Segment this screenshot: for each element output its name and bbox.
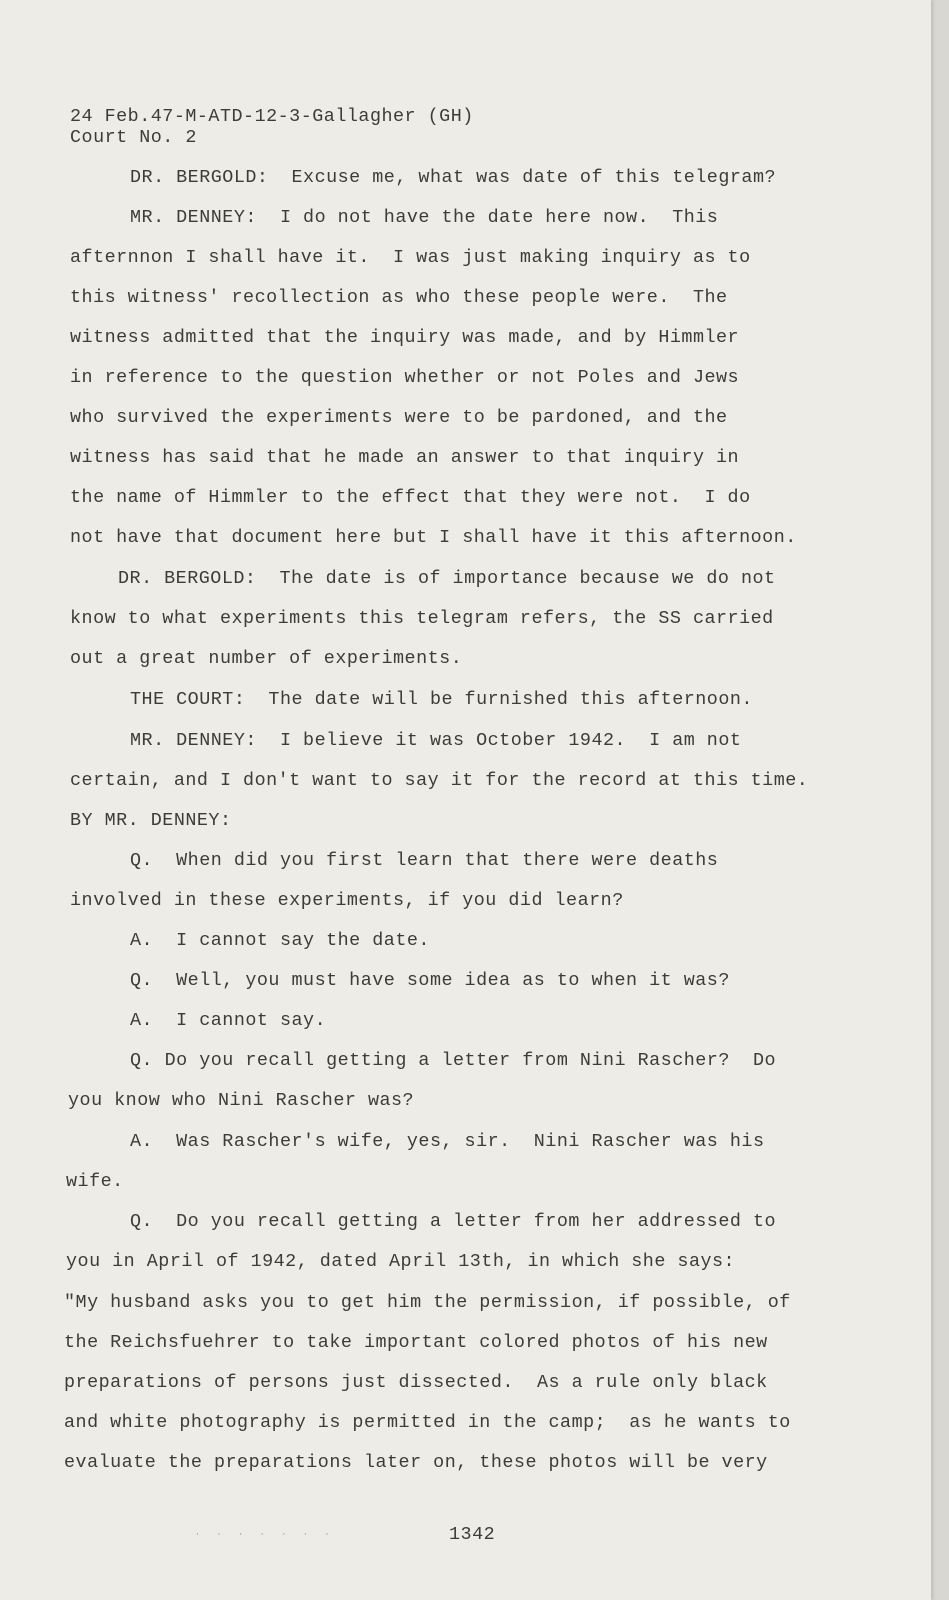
header-line: 24 Feb.47-M-ATD-12-3-Gallagher (GH) [70,106,474,127]
text-line: not have that document here but I shall have it this afternoon. [70,527,797,548]
text-line: wife. [66,1171,124,1192]
text-line: A. Was Rascher's wife, yes, sir. Nini Rascher was his [130,1131,765,1152]
text-line: witness admitted that the inquiry was made, and by Himmler [70,327,740,348]
text-line: you know who Nini Rascher was? [68,1090,415,1111]
paper-specks-decoration: · · · · · · · [195,1530,336,1539]
text-line: DR. BERGOLD: Excuse me, what was date of this telegram? [130,167,777,188]
page-number: 1342 [449,1524,496,1545]
text-line: Q. Do you recall getting a letter from her addressed to [130,1211,777,1232]
text-line: the Reichsfuehrer to take important colored photos of his new [64,1332,768,1353]
header-line: Court No. 2 [70,127,197,148]
text-line: certain, and I don't want to say it for the record at this time. [70,770,809,791]
text-line: in reference to the question whether or not Poles and Jews [70,367,740,388]
text-line: "My husband asks you to get him the permission, if possible, of [64,1292,791,1313]
text-line: who survived the experiments were to be pardoned, and the [70,407,728,428]
text-line: MR. DENNEY: I believe it was October 1942. I am not [130,730,742,751]
text-line: Q. Do you recall getting a letter from Nini Rascher? Do [130,1050,777,1071]
text-line: Q. Well, you must have some idea as to when it was? [130,970,730,991]
text-line: THE COURT: The date will be furnished this afternoon. [130,689,753,710]
text-line: BY MR. DENNEY: [70,810,232,831]
text-line: witness has said that he made an answer to that inquiry in [70,447,740,468]
text-line: Q. When did you first learn that there were deaths [130,850,719,871]
text-line: the name of Himmler to the effect that they were not. I do [70,487,751,508]
text-line: MR. DENNEY: I do not have the date here now. This [130,207,719,228]
text-line: and white photography is permitted in the camp; as he wants to [64,1412,791,1433]
text-line: A. I cannot say the date. [130,930,430,951]
text-line: know to what experiments this telegram refers, the SS carried [70,608,774,629]
text-line: DR. BERGOLD: The date is of importance because we do not [118,568,776,589]
text-line: out a great number of experiments. [70,648,463,669]
text-line: involved in these experiments, if you did learn? [70,890,624,911]
text-line: this witness' recollection as who these people were. The [70,287,728,308]
text-line: evaluate the preparations later on, these photos will be very [64,1452,768,1473]
text-line: preparations of persons just dissected. As a rule only black [64,1372,768,1393]
text-line: afternnon I shall have it. I was just making inquiry as to [70,247,751,268]
text-line: A. I cannot say. [130,1010,327,1031]
text-line: you in April of 1942, dated April 13th, in which she says: [66,1251,736,1272]
